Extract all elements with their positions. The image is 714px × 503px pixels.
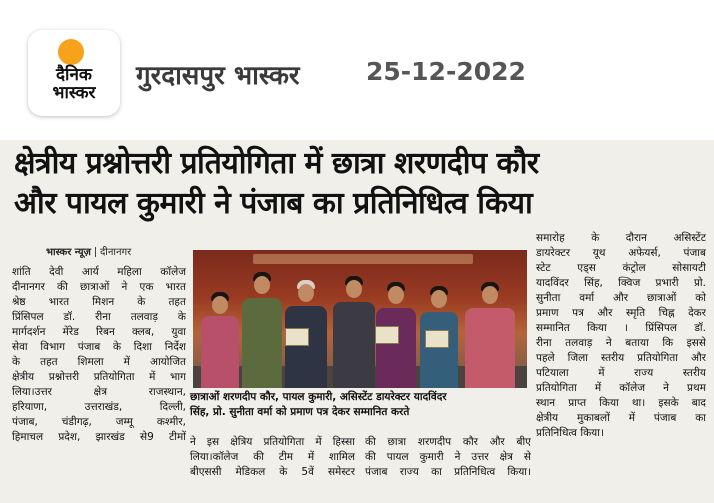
paper-edition-name: गुरदासपुर भास्कर xyxy=(136,61,300,91)
photo-banner xyxy=(253,254,473,264)
article-column-middle-2 xyxy=(365,435,531,480)
text-line: शांति देवी आर्य महिला कॉलेज xyxy=(12,266,186,278)
certificate xyxy=(285,328,309,346)
dainik-bhaskar-logo[interactable] xyxy=(28,30,120,116)
news-clipping xyxy=(0,140,714,503)
text-line: प्रिंसिपल डॉ. रीना तलवाड़ के xyxy=(12,311,186,323)
text-line: मार्गदर्शन मेंरेड रिबन क्लब, युवा xyxy=(12,326,186,338)
text-line: स्थान प्राप्त किया था। इसके बाद xyxy=(536,397,706,409)
text-line: स्टेट एड्स कंट्रोल सोसायटी xyxy=(536,262,706,274)
paper-date: 25-12-2022 xyxy=(366,57,526,86)
text-line: सुनीता वर्मा और छात्राओं को xyxy=(536,292,706,304)
text-line: रीना तलवाड़ ने बताया कि इससे xyxy=(536,337,706,349)
text-line: क्षेत्रीय प्रश्नोत्तरी प्रतियोगिता में भाग xyxy=(12,371,186,383)
text-line: बीएससी मेडिकल के 5वें समेस्टर xyxy=(190,466,355,478)
sun-icon xyxy=(58,39,84,65)
byline xyxy=(46,244,131,258)
article-column-left xyxy=(12,265,186,445)
text-line: हरियाणा, उत्तराखंड, दिल्ली, xyxy=(12,401,186,413)
byline-source: भास्कर न्यूज़ xyxy=(46,247,91,258)
header xyxy=(0,0,714,128)
caption-line: सिंह, प्रो. सुनीता वर्मा को प्रमाण पत्र देकर सम्मानित करते xyxy=(190,406,410,418)
text-line: यादविंदर सिंह, क्विज प्रभारी प्रो. xyxy=(536,277,706,289)
text-line: क्षेत्रीय मुकाबलों में पंजाब का xyxy=(536,412,706,424)
headline-line: और पायल कुमारी ने पंजाब का प्रतिनिधित्व किया xyxy=(14,186,533,221)
text-line: पटियाला में राज्य स्तरीय xyxy=(536,367,706,379)
text-line: लिया।उत्तर क्षेत्र राजस्थान, xyxy=(12,386,186,398)
photo-caption xyxy=(190,390,530,420)
logo-text-line2: भास्कर xyxy=(52,83,96,103)
article-headline xyxy=(14,144,706,224)
photo-person xyxy=(459,280,521,388)
text-line: पंजाब, चंडीगढ़, जम्मू कश्मीर, xyxy=(12,416,186,428)
text-line: दीनानगर की छात्राओं ने एक भारत xyxy=(12,281,186,293)
text-line: प्रतिनिधित्व किया। xyxy=(536,427,604,439)
headline-line: क्षेत्रीय प्रश्नोत्तरी प्रतियोगिता में छात्रा शरणदीप कौर xyxy=(14,146,539,181)
article-column-right xyxy=(536,231,706,441)
text-line: ने इस क्षेत्रिय प्रतियोगिता में हिस्सा xyxy=(190,436,355,448)
text-line: डायरेक्टर यूथ अफेयर्स, पंजाब xyxy=(536,247,706,259)
text-line: सम्मानित किया । प्रिंसिपल डॉ. xyxy=(536,322,706,334)
award-ceremony-photo xyxy=(193,250,527,388)
text-line: लिया।कॉलेज की टीम में शामिल xyxy=(190,451,355,463)
text-line: प्रमाण पत्र और स्मृति चिह्न देकर xyxy=(536,307,706,319)
text-line: पंजाब राज्य का प्रतिनिधित्व किया। xyxy=(365,466,531,478)
text-line: पहले जिला स्तरीय प्रतियोगिता और xyxy=(536,352,706,364)
certificate xyxy=(375,326,399,344)
text-line: की पायल कुमारी ने उत्तर क्षेत्र से xyxy=(365,451,531,463)
certificate xyxy=(425,330,449,348)
caption-line: छात्राओं शरणदीप कौर, पायल कुमारी, असिस्टेंट डायरेक्टर यादविंदर xyxy=(190,391,447,403)
text-line: हिमाचल प्रदेश, झारखंड से9 टीमों xyxy=(12,431,186,443)
text-line: प्रतियोगिता में कॉलेज ने प्रथम xyxy=(536,382,706,394)
text-line: के तहत शिमला में आयोजित xyxy=(12,356,186,368)
article-column-middle-1 xyxy=(190,435,355,480)
text-line: की छात्रा शरणदीप कौर और बीए xyxy=(365,436,531,448)
text-line: समारोह के दौरान असिस्टेंट xyxy=(536,232,706,244)
byline-place: दीनानगर xyxy=(99,247,132,258)
text-line: श्रेष्ठ भारत मिशन के तहत xyxy=(12,296,186,308)
byline-divider xyxy=(95,247,96,257)
logo-text-line1: दैनिक xyxy=(56,65,92,85)
text-line: सेवा विभाग पंजाब के दिशा निर्देश xyxy=(12,341,186,353)
